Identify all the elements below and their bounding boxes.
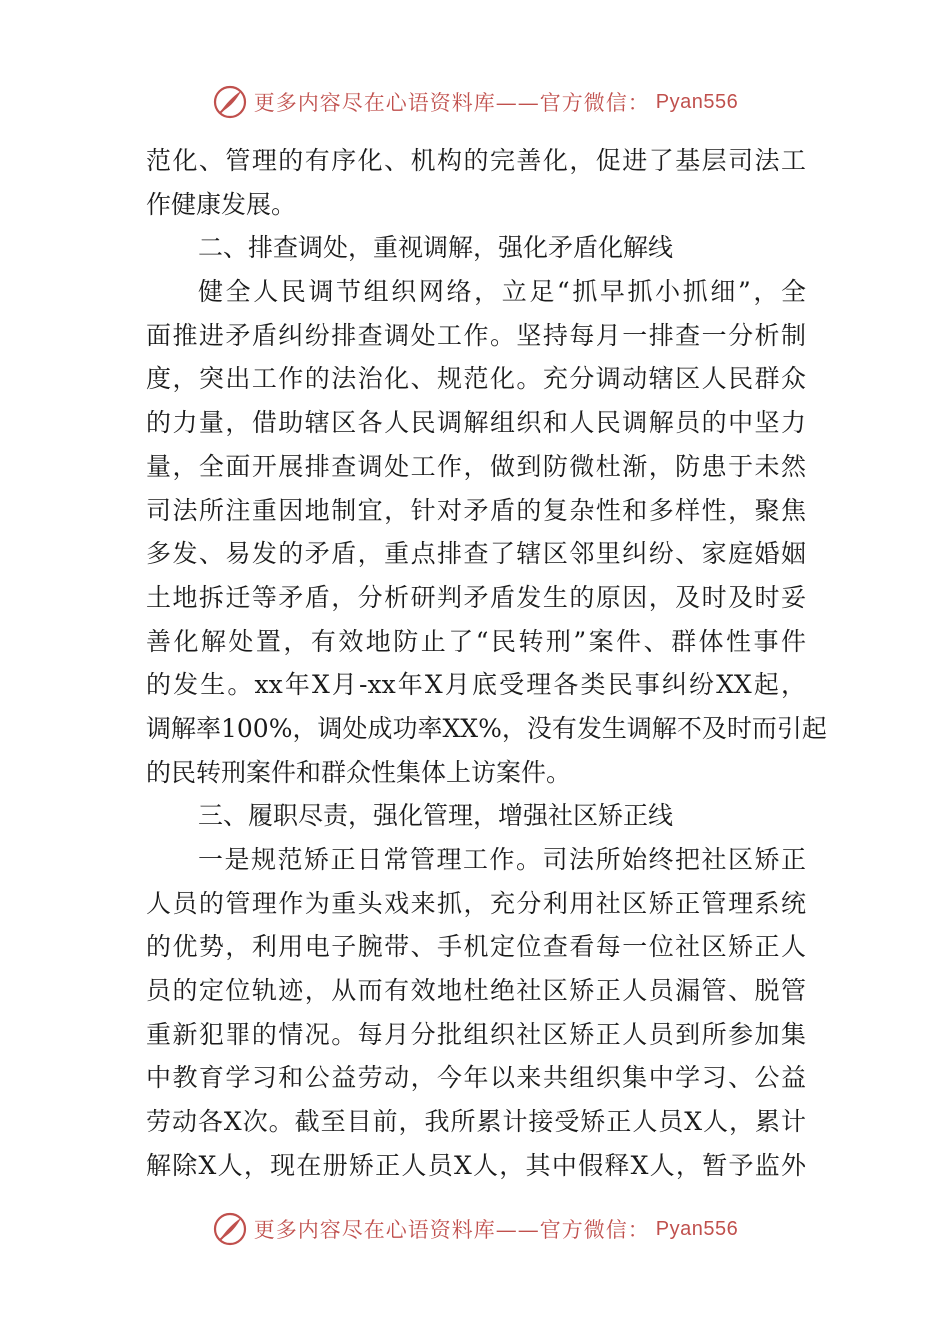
text-line: 一是规范矫正日常管理工作。司法所始终把社区矫正 (198, 845, 806, 874)
text-line: 人员的管理作为重头戏来抓，充分利用社区矫正管理系统 (146, 888, 806, 918)
text-line: 健全人民调节组织网络，立足“抓早抓小抓细”，全 (198, 277, 806, 307)
header-watermark-banner (0, 80, 950, 124)
text-line: 的民转刑案件和群众性集体上访案件。 (146, 757, 572, 787)
text-line: 解除X人，现在册矫正人员X人，其中假释X人，暂予监外 (146, 1150, 806, 1180)
text-line: 度，突出工作的法治化、规范化。充分调动辖区人民群众 (146, 364, 806, 394)
quill-logo-icon (212, 84, 248, 120)
text-line: 善化解处置，有效地防止了“民转刑”案件、群体性事件 (146, 626, 806, 656)
text-line: 的力量，借助辖区各人民调解组织和人民调解员的中坚力 (146, 408, 806, 438)
text-line: 作健康发展。 (146, 189, 297, 219)
text-line: 范化、管理的有序化、机构的完善化，促进了基层司法工 (146, 146, 806, 175)
text-line: 调解率100%，调处成功率XX%，没有发生调解不及时而引起 (146, 713, 827, 743)
watermark-text: 更多内容尽在心语资料库——官方微信： (253, 91, 650, 115)
text-line: 员的定位轨迹，从而有效地杜绝社区矫正人员漏管、脱管 (146, 976, 806, 1006)
watermark-wechat-id: Pyan556 (655, 1217, 739, 1240)
text-line: 二、排查调处，重视调解，强化矛盾化解线 (198, 233, 674, 263)
text-line: 劳动各X次。截至目前，我所累计接受矫正人员X人，累计 (146, 1107, 806, 1137)
quill-logo-icon (212, 1211, 248, 1247)
text-line: 三、履职尽责，强化管理，增强社区矫正线 (198, 801, 674, 831)
text-line: 重新犯罪的情况。每月分批组织社区矫正人员到所参加集 (146, 1019, 806, 1049)
text-line: 中教育学习和公益劳动，今年以来共组织集中学习、公益 (146, 1063, 806, 1093)
document-body (146, 139, 827, 1188)
footer-watermark-banner (0, 1207, 950, 1251)
text-line: 的优势，利用电子腕带、手机定位查看每一位社区矫正人 (146, 932, 806, 962)
watermark-text: 更多内容尽在心语资料库——官方微信： (253, 1218, 650, 1242)
watermark-wechat-id: Pyan556 (655, 90, 739, 113)
text-line: 司法所注重因地制宜，针对矛盾的复杂性和多样性，聚焦 (146, 495, 806, 525)
text-line: 的发生。xx年X月-xx年X月底受理各类民事纠纷XX起， (146, 670, 806, 700)
text-line: 量，全面开展排查调处工作，做到防微杜渐，防患于未然 (146, 451, 806, 481)
text-line: 多发、易发的矛盾，重点排查了辖区邻里纠纷、家庭婚姻 (146, 539, 806, 569)
text-line: 土地拆迁等矛盾，分析研判矛盾发生的原因，及时及时妥 (146, 582, 806, 612)
text-line: 面推进矛盾纠纷排查调处工作。坚持每月一排查一分析制 (146, 320, 806, 350)
